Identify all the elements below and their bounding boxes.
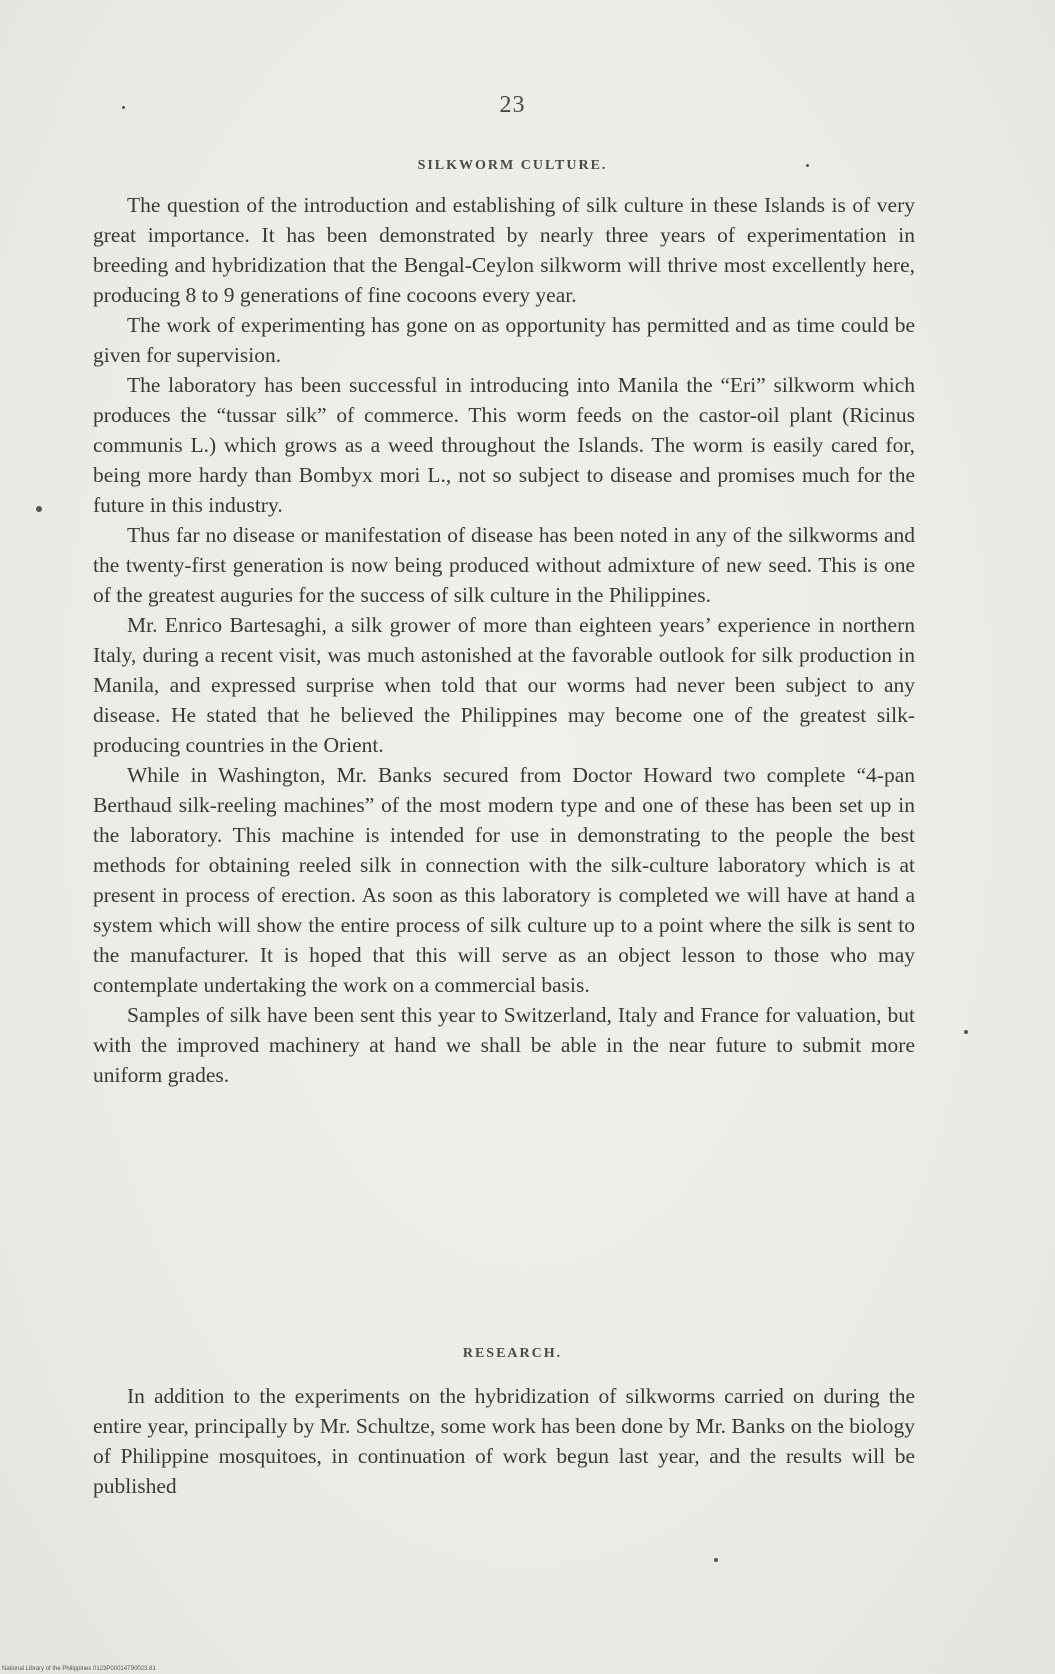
section-heading-silkworm-culture: SILKWORM CULTURE. — [417, 158, 608, 173]
paragraph: The laboratory has been successful in introducing into Manila the “Eri” silkworm which produces the “tussar silk” of commerce. This worm feeds on the castor-oil plant (Ricinus communis L.) which grows as a weed throughout the Islands. The worm is easily cared for, being more hardy than Bombyx mori L., not so subject to disease and promises much for the future in this industry. — [93, 373, 915, 517]
silkworm-culture-body — [93, 190, 915, 1090]
scan-speck — [714, 1558, 718, 1562]
paragraph: Thus far no disease or manifestation of disease has been noted in any of the silkworms and the twenty-first generation is now being produced without admixture of new seed. This is one of the greatest auguries for the success of silk culture in the Philippines. — [93, 523, 915, 607]
scan-speck — [122, 106, 125, 109]
paragraph: While in Washington, Mr. Banks secured from Doctor Howard two complete “4-pan Berthaud silk-reeling machines” of the most modern type and one of these has been set up in the laboratory. This machine is intended for use in demonstrating to the people the best methods for obtaining reeled silk in connection with the silk-culture laboratory which is at present in process of erection. As soon as this laboratory is completed we will have at hand a system which will show the entire process of silk culture up to a point where the silk is sent to the manufacturer. It is hoped that this will serve as an object lesson to those who may contemplate undertaking the work on a commercial basis. — [93, 763, 915, 997]
paragraph: The work of experimenting has gone on as opportunity has permitted and as time could be given for supervision. — [93, 313, 915, 367]
section-heading-research: RESEARCH. — [462, 1346, 563, 1361]
paragraph: Mr. Enrico Bartesaghi, a silk grower of more than eighteen years’ experience in northern Italy, during a recent visit, was much astonished at the favorable outlook for silk production in Manila, and expressed surprise when told that our worms had never been subject to any disease. He stated that he believed the Philippines may become one of the greatest silk-producing countries in the Orient. — [93, 613, 915, 757]
scan-speck — [36, 506, 42, 512]
paragraph: The question of the introduction and establishing of silk culture in these Islands is of very great importance. It has been demonstrated by nearly three years of experimentation in breeding and hybridization that the Bengal-Ceylon silkworm will thrive most excellently here, producing 8 to 9 generations of fine cocoons every year. — [93, 193, 915, 307]
research-body — [93, 1381, 915, 1501]
page-number: 23 — [499, 92, 526, 118]
footer-credit: National Library of the Philippines 0123P00014T90023.81 — [2, 1666, 156, 1672]
paragraph: Samples of silk have been sent this year to Switzerland, Italy and France for valuation, but with the improved machinery at hand we shall be able in the near future to submit more uniform grades. — [93, 1003, 915, 1087]
scan-speck — [806, 164, 809, 167]
paragraph: In addition to the experiments on the hybridization of silkworms carried on during the entire year, principally by Mr. Schultze, some work has been done by Mr. Banks on the biology of Philippine mosquitoes, in continuation of work begun last year, and the results will be published — [93, 1384, 915, 1498]
scan-speck — [964, 1030, 968, 1034]
